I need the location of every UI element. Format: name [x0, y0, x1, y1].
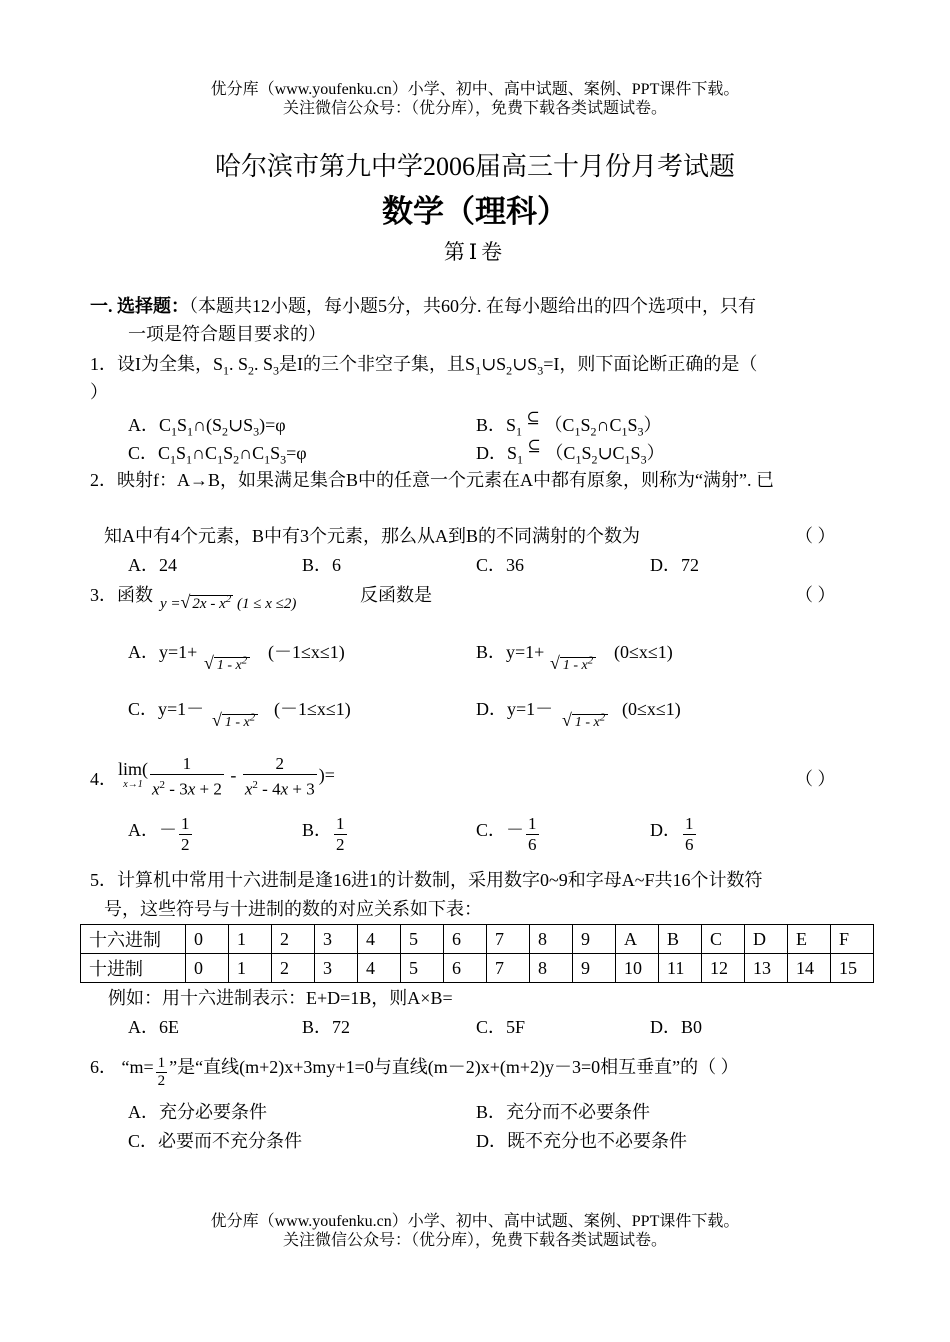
- section-heading: [90, 294, 756, 318]
- exam-title: 哈尔滨市第九中学2006届高三十月份月考试题: [214, 152, 735, 181]
- q2-stem-b: 知A中有4个元素，B中有3个元素，那么从A到B的不同满射的个数为: [104, 526, 641, 546]
- table-cell: 0: [186, 925, 229, 954]
- q4-frac-2: $\frac{2}{x^2 - 4x + 3}$: [244, 754, 315, 799]
- q3-d-sqrt: √ $1 - x^2$: [562, 710, 608, 731]
- q5-option-a: A．6E: [128, 1017, 179, 1037]
- section-desc-b: 一项是符合题目要求的）: [128, 324, 326, 344]
- table-cell: 10: [616, 954, 659, 983]
- q2-option-b: B．6: [302, 555, 342, 575]
- q4-option-c: [476, 814, 541, 855]
- q6-option-d: D．既不充分也不必要条件: [476, 1131, 687, 1151]
- q2-option-c: C．36: [476, 555, 525, 575]
- table-cell: 4: [358, 954, 401, 983]
- q4-a-den: 2: [181, 835, 190, 854]
- table-row-decimal: [81, 954, 874, 983]
- q1-option-a: A．$C_1S_1\cap(S_2\cup S_3)=\varphi$: [128, 415, 286, 439]
- table-cell: 0: [186, 954, 229, 983]
- table-cell: 7: [487, 954, 530, 983]
- q4-b-label: B．: [302, 820, 333, 840]
- q5-stem-a: 5．计算机中常用十六进制是逢16进1的计数制，采用数字0~9和字母A~F共16个计数符: [90, 870, 763, 890]
- q3-a-sqrt: √ $1 - x^2$: [204, 653, 250, 674]
- table-row-hex: [81, 925, 874, 954]
- q3-option-a: [128, 640, 197, 664]
- q6-stem-a: 6． “m=: [90, 1057, 154, 1077]
- q6-stem-b: ”是“直线(m+2)x+3my+1=0与直线(m－2)x+(m+2)y－3=0相互垂直”的（ ）: [169, 1057, 739, 1077]
- table-cell: A: [616, 925, 659, 954]
- q3-option-b: [476, 640, 544, 664]
- table-cell: 7: [487, 925, 530, 954]
- q4-b-num: 1: [336, 814, 345, 833]
- table-cell: 6: [444, 925, 487, 954]
- q5-option-b: B．72: [302, 1017, 351, 1037]
- q3-stem-a: 3．函数: [90, 585, 153, 605]
- q1-option-c: C．$C_1S_1\cap C_1S_2\cap C_1S_3=\varphi$: [128, 443, 307, 467]
- q6-option-a: A．充分必要条件: [128, 1102, 267, 1122]
- table-cell: 9: [573, 954, 616, 983]
- q2-stem-a: 2．映射f：A→B，如果满足集合B中的任意一个元素在A中都有原象，则称为“满射”. 已: [90, 470, 774, 490]
- table-cell: B: [659, 925, 702, 954]
- subject-title: 数学（理科）: [382, 194, 568, 229]
- q6-stem: 6． “m= $\frac{1}{2}$ ”是“直线(m+2)x+3my+1=0与直线(m－2)x+(m+2)y－3=0相互垂直”的（ ）: [90, 1055, 739, 1089]
- row-header-decimal: 十进制: [81, 954, 186, 983]
- q2-paren: （ ）: [795, 526, 836, 546]
- q3-c-range: (－1≤x≤1): [274, 699, 351, 719]
- q1-stem-b: 是I的三个非空子集，且S: [279, 354, 476, 374]
- table-cell: 2: [272, 925, 315, 954]
- footer-line-1: 优分库（www.youfenku.cn）小学、初中、高中试题、案例、PPT课件下载。: [210, 1213, 740, 1230]
- table-cell: 3: [315, 925, 358, 954]
- q4-d-num: 1: [685, 814, 694, 833]
- table-cell: 13: [745, 954, 788, 983]
- q3-c-label: C．y=1－: [128, 699, 205, 719]
- table-cell: 4: [358, 925, 401, 954]
- table-cell: 9: [573, 925, 616, 954]
- section-label: 一. 选择题：: [90, 296, 189, 316]
- q3-stem-b: 反函数是: [360, 585, 432, 605]
- q4-option-a: [128, 814, 194, 855]
- table-cell: 14: [788, 954, 831, 983]
- q3-d-label: D．y=1－: [476, 699, 554, 719]
- q4-option-d: [650, 814, 698, 855]
- table-cell: 11: [659, 954, 702, 983]
- q4-d-label: D．: [650, 820, 681, 840]
- q1-a-label: A．: [128, 415, 159, 435]
- q1-d-label: D．: [476, 443, 507, 463]
- q3-option-c: [128, 697, 204, 721]
- q1-stem-close: ）: [90, 382, 108, 402]
- q3-b-sqrt: √ $1 - x^2$: [550, 653, 596, 674]
- q5-option-d: D．B0: [650, 1017, 703, 1037]
- q4-c-label: C．－: [476, 820, 525, 840]
- q5-stem-b: 号，这些符号与十进制的数的对应关系如下表：: [104, 899, 482, 919]
- q4-num: 4．: [90, 769, 117, 789]
- table-cell: 1: [229, 925, 272, 954]
- q4-paren: （ ）: [795, 769, 836, 789]
- q3-b-range: (0≤x≤1): [614, 642, 673, 662]
- q1-stem-a: 1．设I为全集，S: [90, 354, 224, 374]
- table-cell: 2: [272, 954, 315, 983]
- q4-a-label: A．－: [128, 820, 177, 840]
- table-cell: 15: [831, 954, 874, 983]
- q6-option-c: C．必要而不充分条件: [128, 1131, 303, 1151]
- q1-option-b: B．$S_1$ ⊆ $(C_1S_2\cap C_1S_3)$: [476, 410, 662, 439]
- table-cell: F: [831, 925, 874, 954]
- table-cell: 5: [401, 954, 444, 983]
- q3-a-range: (－1≤x≤1): [268, 642, 345, 662]
- q4-b-den: 2: [336, 835, 345, 854]
- q5-option-c: C．5F: [476, 1017, 526, 1037]
- header-line-1: 优分库（www.youfenku.cn）小学、初中、高中试题、案例、PPT课件下载。: [210, 81, 740, 98]
- q3-option-d: [476, 697, 553, 721]
- table-cell: E: [788, 925, 831, 954]
- q2-option-d: D．72: [650, 555, 699, 575]
- q4-a-num: 1: [181, 814, 190, 833]
- q1-option-d: D．$S_1$ ⊆ $(C_1S_2\cup C_1S_3)$: [476, 438, 665, 467]
- table-cell: 8: [530, 925, 573, 954]
- q4-limit-expression: lim( x→1 $\frac{1}{x^2 - 3x + 2}$ - $\frac{2}{x^2 - 4x + 3}$ )=: [118, 754, 335, 799]
- q4-c-den: 6: [528, 835, 537, 854]
- table-cell: 6: [444, 954, 487, 983]
- q4-lim: lim( x→1: [118, 758, 148, 790]
- volume-title: 第Ⅰ卷: [443, 240, 507, 264]
- q3-c-sqrt: √ $1 - x^2$: [212, 710, 258, 731]
- q4-option-b: [302, 814, 349, 855]
- q1-b-label: B．: [476, 415, 507, 435]
- q1-stem: 1．设I为全集，$S_1$. $S_2$. $S_3$是I的三个非空子集，且$S_1\cup S_2\cup S_3=I$，则下面论断正确的是（: [90, 354, 758, 378]
- table-cell: 8: [530, 954, 573, 983]
- q5-example: 例如：用十六进制表示：E+D=1B，则A×B=: [108, 988, 453, 1008]
- q2-option-a: A．24: [128, 555, 177, 575]
- section-desc-a: （本题共12小题，每小题5分，共60分. 在每小题给出的四个选项中，只有: [189, 296, 756, 316]
- table-cell: 1: [229, 954, 272, 983]
- q3-b-label: B．y=1+: [476, 642, 545, 662]
- table-cell: 3: [315, 954, 358, 983]
- q3-function-formula: y =√ $2x - x^2$ (1 ≤ x ≤2): [160, 592, 297, 612]
- q3-a-label: A．y=1+: [128, 642, 198, 662]
- q6-option-b: B．充分而不必要条件: [476, 1102, 651, 1122]
- q4-c-num: 1: [528, 814, 537, 833]
- row-header-hex: 十六进制: [81, 925, 186, 954]
- table-cell: C: [702, 925, 745, 954]
- q1-c-label: C．: [128, 443, 159, 463]
- q3-d-range: (0≤x≤1): [622, 699, 681, 719]
- table-cell: 12: [702, 954, 745, 983]
- q4-frac-1: $\frac{1}{x^2 - 3x + 2}$: [152, 754, 222, 799]
- header-line-2: 关注微信公众号：（优分库），免费下载各类试题试卷。: [282, 100, 667, 117]
- footer-line-2: 关注微信公众号：（优分库），免费下载各类试题试卷。: [282, 1232, 667, 1249]
- table-cell: D: [745, 925, 788, 954]
- hex-decimal-table: [80, 924, 874, 983]
- q4-d-den: 6: [685, 835, 694, 854]
- table-cell: 5: [401, 925, 444, 954]
- q3-paren: （ ）: [795, 585, 836, 605]
- q1-stem-c: =I，则下面论断正确的是（: [543, 354, 758, 374]
